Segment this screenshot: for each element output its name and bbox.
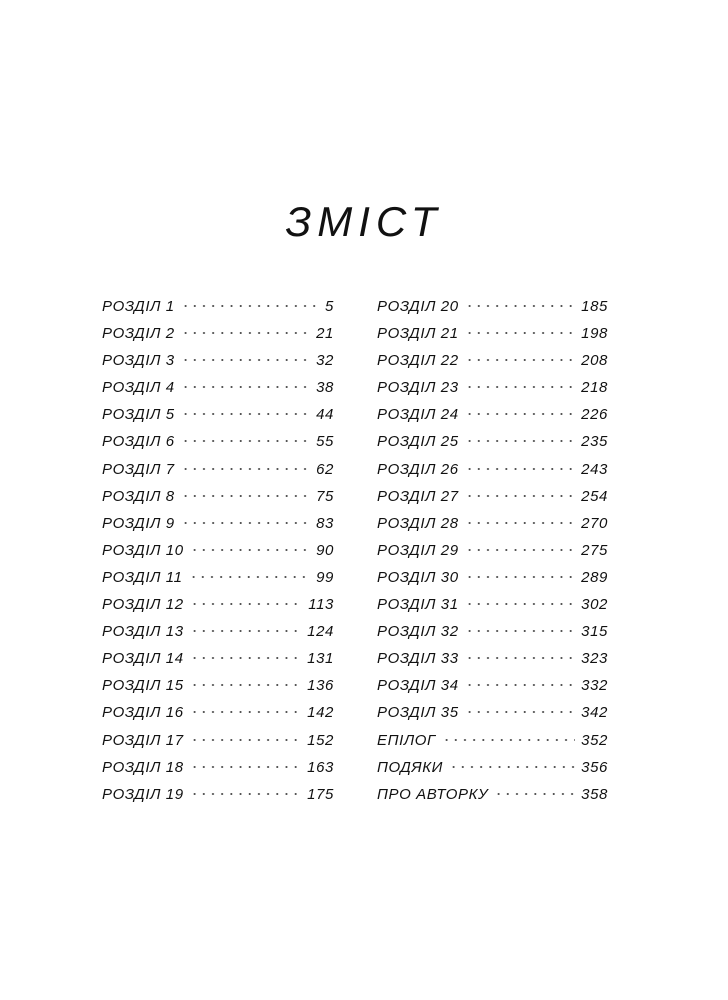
- toc-entry-label: РОЗДІЛ 7: [102, 460, 175, 478]
- toc-entry-label: РОЗДІЛ 2: [102, 325, 175, 343]
- toc-entry-label: РОЗДІЛ 13: [102, 623, 184, 641]
- toc-entry-label: РОЗДІЛ 32: [377, 623, 459, 641]
- toc-entry: [377, 461, 608, 488]
- toc-entry-page: 226: [581, 406, 608, 424]
- toc-entry-label: ЕПІЛОГ: [377, 731, 436, 749]
- toc-entry-label: РОЗДІЛ 34: [377, 677, 459, 695]
- toc-leader-dots: [465, 575, 576, 579]
- toc-entry-page: 32: [316, 352, 334, 370]
- toc-leader-dots: [190, 656, 302, 660]
- toc-entry-page: 315: [581, 623, 608, 641]
- toc-entry: [377, 786, 608, 813]
- toc-entry-label: РОЗДІЛ 27: [377, 487, 459, 505]
- toc-entry: [377, 406, 608, 433]
- toc-entry: [377, 650, 608, 677]
- toc-entry: [102, 732, 334, 759]
- toc-entry: [377, 515, 608, 542]
- toc-leader-dots: [465, 710, 576, 714]
- toc-entry: [377, 542, 608, 569]
- toc-entry-page: 152: [307, 731, 334, 749]
- toc-entry: [102, 704, 334, 731]
- toc-entry-page: 302: [581, 596, 608, 614]
- toc-leader-dots: [465, 304, 576, 308]
- toc-leader-dots: [494, 792, 575, 796]
- toc-leader-dots: [465, 521, 576, 525]
- toc-entry-label: РОЗДІЛ 3: [102, 352, 175, 370]
- toc-entry-page: 185: [581, 298, 608, 315]
- toc-entry-page: 75: [316, 487, 334, 505]
- toc-entry-label: РОЗДІЛ 29: [377, 541, 459, 559]
- toc-entry-page: 235: [581, 433, 608, 451]
- toc-entry: [377, 325, 608, 352]
- toc-leader-dots: [465, 602, 576, 606]
- toc-entry-page: 289: [581, 568, 608, 586]
- toc-entry-label: РОЗДІЛ 4: [102, 379, 175, 397]
- toc-leader-dots: [465, 629, 576, 633]
- toc-leader-dots: [465, 331, 576, 335]
- toc-leader-dots: [181, 331, 310, 335]
- toc-entry: [377, 596, 608, 623]
- toc-entry: [102, 379, 334, 406]
- toc-leader-dots: [181, 304, 319, 308]
- toc-entry-label: ПОДЯКИ: [377, 758, 443, 776]
- toc-entry-page: 275: [581, 541, 608, 559]
- toc-entry: [102, 623, 334, 650]
- toc-entry-page: 113: [308, 596, 334, 614]
- toc-leader-dots: [181, 467, 310, 471]
- toc-entry-page: 136: [307, 677, 334, 695]
- toc-entry: [102, 515, 334, 542]
- toc-entry-page: 38: [316, 379, 334, 397]
- toc-leader-dots: [181, 358, 310, 362]
- toc-entry-page: 5: [325, 298, 334, 315]
- toc-leader-dots: [449, 765, 575, 769]
- toc-entry: [102, 786, 334, 813]
- toc-entry: [377, 569, 608, 596]
- toc-entry: [377, 433, 608, 460]
- toc-entry-page: 62: [316, 460, 334, 478]
- toc-entry-label: РОЗДІЛ 19: [102, 785, 184, 803]
- toc-leader-dots: [465, 439, 576, 443]
- toc-entry-page: 142: [307, 704, 334, 722]
- toc-entry-page: 198: [581, 325, 608, 343]
- toc-entry-page: 90: [316, 541, 334, 559]
- toc-entry: [102, 406, 334, 433]
- toc-entry-label: РОЗДІЛ 18: [102, 758, 184, 776]
- toc-leader-dots: [465, 467, 576, 471]
- toc-entry-label: РОЗДІЛ 10: [102, 541, 184, 559]
- toc-entry-page: 44: [316, 406, 334, 424]
- toc-leader-dots: [189, 575, 311, 579]
- toc-leader-dots: [465, 385, 576, 389]
- toc-entry: [377, 759, 608, 786]
- toc-entry-label: РОЗДІЛ 33: [377, 650, 459, 668]
- toc-entry-label: РОЗДІЛ 8: [102, 487, 175, 505]
- toc-entry: [102, 461, 334, 488]
- toc-entry-label: РОЗДІЛ 30: [377, 568, 459, 586]
- toc-entry-label: ПРО АВТОРКУ: [377, 785, 489, 803]
- toc-leader-dots: [465, 656, 576, 660]
- toc-entry: [102, 325, 334, 352]
- toc-entry-page: 208: [581, 352, 608, 370]
- toc-leader-dots: [181, 439, 310, 443]
- toc-leader-dots: [465, 548, 576, 552]
- toc-entry: [102, 650, 334, 677]
- toc-entry-label: РОЗДІЛ 11: [102, 568, 183, 586]
- toc-entry-page: 352: [581, 731, 608, 749]
- toc-leader-dots: [190, 629, 302, 633]
- toc-entry-label: РОЗДІЛ 9: [102, 514, 175, 532]
- toc-entry-label: РОЗДІЛ 22: [377, 352, 459, 370]
- toc-entry-label: РОЗДІЛ 21: [377, 325, 459, 343]
- toc-entry-page: 55: [316, 433, 334, 451]
- toc-entry-label: РОЗДІЛ 23: [377, 379, 459, 397]
- toc-entry: [102, 352, 334, 379]
- toc-entry-page: 243: [581, 460, 608, 478]
- toc-leader-dots: [181, 412, 310, 416]
- toc-entry-page: 270: [581, 514, 608, 532]
- toc-entry-label: РОЗДІЛ 31: [377, 596, 459, 614]
- toc-entry-label: РОЗДІЛ 26: [377, 460, 459, 478]
- toc-leader-dots: [465, 358, 576, 362]
- toc-right-column: [377, 298, 608, 813]
- toc-entry-label: РОЗДІЛ 5: [102, 406, 175, 424]
- toc-entry-label: РОЗДІЛ 1: [102, 298, 175, 315]
- toc-entry: [377, 379, 608, 406]
- toc-entry: [102, 298, 334, 325]
- page-title: ЗМІСТ: [285, 198, 443, 245]
- toc-entry: [102, 542, 334, 569]
- toc-leader-dots: [181, 385, 310, 389]
- toc-leader-dots: [190, 710, 302, 714]
- toc-entry-page: 131: [307, 650, 334, 668]
- toc-entry-label: РОЗДІЛ 25: [377, 433, 459, 451]
- toc-leader-dots: [190, 765, 302, 769]
- toc-leader-dots: [190, 738, 302, 742]
- toc-entry-page: 124: [307, 623, 334, 641]
- toc-entry-page: 163: [307, 758, 334, 776]
- toc-entry-label: РОЗДІЛ 17: [102, 731, 184, 749]
- toc-entry-label: РОЗДІЛ 16: [102, 704, 184, 722]
- toc-entry-page: 342: [581, 704, 608, 722]
- toc-leader-dots: [465, 494, 576, 498]
- toc-entry: [377, 732, 608, 759]
- toc-leader-dots: [465, 412, 576, 416]
- toc-entry-page: 332: [581, 677, 608, 695]
- toc-entry-label: РОЗДІЛ 12: [102, 596, 184, 614]
- toc-entry: [377, 677, 608, 704]
- toc-entry: [377, 488, 608, 515]
- toc-entry-page: 254: [581, 487, 608, 505]
- toc-entry: [102, 488, 334, 515]
- toc-leader-dots: [465, 683, 576, 687]
- toc-entry-page: 218: [581, 379, 608, 397]
- toc-entry-page: 99: [316, 568, 334, 586]
- toc-leader-dots: [190, 792, 302, 796]
- toc-leader-dots: [190, 548, 310, 552]
- toc-entry-page: 175: [307, 785, 334, 803]
- toc-entry: [102, 433, 334, 460]
- toc-leader-dots: [190, 683, 302, 687]
- toc-leader-dots: [190, 602, 303, 606]
- toc-entry: [377, 623, 608, 650]
- toc-entry-label: РОЗДІЛ 28: [377, 514, 459, 532]
- toc-entry-page: 323: [581, 650, 608, 668]
- toc-entry-page: 358: [581, 785, 608, 803]
- toc-entry: [377, 298, 608, 325]
- toc-entry: [377, 352, 608, 379]
- toc-entry-label: РОЗДІЛ 14: [102, 650, 184, 668]
- toc-entry-label: РОЗДІЛ 15: [102, 677, 184, 695]
- toc-left-column: [102, 298, 334, 813]
- toc-entry: [102, 677, 334, 704]
- toc-leader-dots: [442, 738, 575, 742]
- toc-entry: [102, 569, 334, 596]
- toc-entry-label: РОЗДІЛ 24: [377, 406, 459, 424]
- toc-entry: [102, 759, 334, 786]
- toc-entry-label: РОЗДІЛ 20: [377, 298, 459, 315]
- toc-leader-dots: [181, 494, 310, 498]
- toc-entry: [377, 704, 608, 731]
- toc-entry-label: РОЗДІЛ 35: [377, 704, 459, 722]
- toc-leader-dots: [181, 521, 310, 525]
- toc-entry-page: 21: [316, 325, 334, 343]
- toc-entry-page: 356: [581, 758, 608, 776]
- toc-entry-page: 83: [316, 514, 334, 532]
- toc-entry: [102, 596, 334, 623]
- toc-entry-label: РОЗДІЛ 6: [102, 433, 175, 451]
